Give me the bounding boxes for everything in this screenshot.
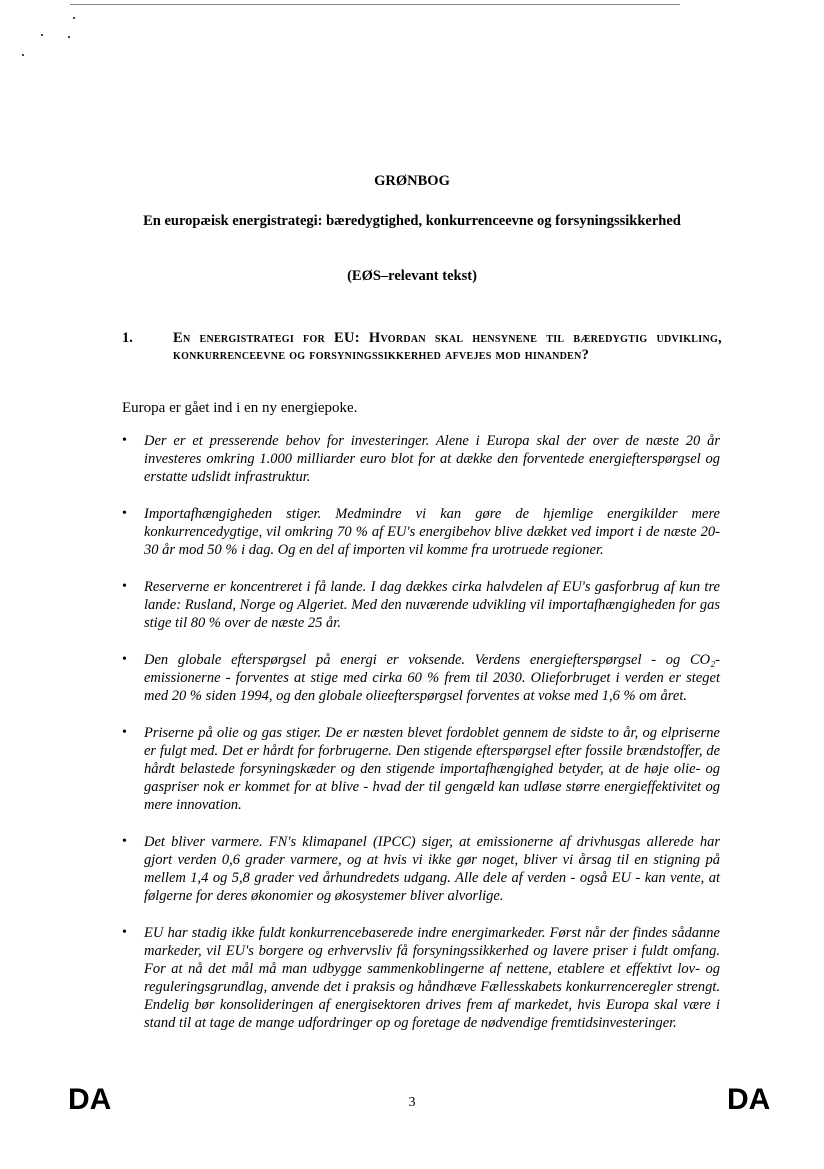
language-code-left: DA [68, 1083, 112, 1116]
list-item [122, 924, 720, 1032]
list-item-text: Der er et presserende behov for investeringer. Alene i Europa skal der over de næste 20 år investeres omkring 1.000 milliarder euro blot for at dække den forventede energiefterspørgsel og erstatte udslidt infrastruktur. [144, 433, 720, 485]
list-item [122, 505, 720, 559]
list-item [122, 724, 720, 814]
bullet-icon: • [122, 433, 127, 448]
list-item-text: Den globale efterspørgsel på energi er voksende. Verdens energiefterspørgsel - og CO₂-emissionerne - forventes at stige med cirka 60 % frem til 2030. Olieforbruget i verden er steget med 20 % siden 1994, og den globale olieefterspørgsel forventes at vokse med 1,6 % om året. [144, 652, 720, 704]
section-number: 1. [122, 330, 133, 346]
bullet-icon: • [122, 725, 127, 740]
scan-speck [22, 54, 24, 56]
bullet-icon: • [122, 925, 127, 940]
list-item [122, 651, 720, 705]
list-item-text: Priserne på olie og gas stiger. De er næsten blevet fordoblet gennem de sidste to år, og elpriserne er fulgt med. Det er hårdt for forbrugerne. Den stigende efterspørgsel efter fossile brændstoffer, de hårdt belastede forsyningskæder og den stigende importafhængighed betyder, at de høje olie- og gaspriser nok er kommet for at blive - hvad der til gengæld kan udløse større energieffektivitet og mere innovation. [144, 725, 720, 813]
scan-speck [68, 36, 70, 38]
list-item-text: EU har stadig ikke fuldt konkurrencebaserede indre energimarkeder. Først når der findes sådanne markeder, vil EU's borgere og erhvervsliv få forsyningssikkerhed og lavere priser i fuldt omfang. For at nå det mål må man udbygge sammenkoblingerne af nettene, etablere et effektivt lov- og reguleringsgrundlag, anvende det i praksis og håndhæve Fællesskabets konkurrenceregler strengt. Endelig bør konsolideringen af energisektoren drives frem af markedet, hvis Europa skal være i stand til at tage de mange udfordringer op og foretage de nødvendige fremtidsinvesteringer. [144, 925, 720, 1031]
list-item [122, 578, 720, 632]
bullet-icon: • [122, 506, 127, 521]
document-subtitle: En europæisk energistrategi: bæredygtighed, konkurrenceevne og forsyningssikkerhed [143, 213, 681, 229]
list-item-text: Reserverne er koncentreret i få lande. I dag dækkes cirka halvdelen af EU's gasforbrug af kun tre lande: Rusland, Norge og Algeriet. Med den nuværende udvikling vil importafhængigheden for gas stige til 80 % over de næste 25 år. [144, 579, 720, 631]
document-title: GRØNBOG [374, 173, 450, 189]
bullet-icon: • [122, 652, 127, 667]
list-item [122, 432, 720, 486]
page-number: 3 [408, 1095, 416, 1110]
intro-paragraph: Europa er gået ind i en ny energiepoke. [122, 400, 358, 416]
section-1 [122, 330, 722, 364]
language-code-right: DA [727, 1083, 771, 1116]
section-heading: En energistrategi for EU: Hvordan skal hensynene til bæredygtig udvikling, konkurrenceevne og forsyningssikkerhed afvejes mod hinanden? [173, 330, 722, 363]
scan-speck [41, 34, 43, 36]
bullet-icon: • [122, 579, 127, 594]
list-item [122, 833, 720, 905]
scan-top-border [70, 4, 680, 5]
list-item-text: Det bliver varmere. FN's klimapanel (IPCC) siger, at emissionerne af drivhusgas allerede har gjort verden 0,6 grader varmere, og at hvis vi ikke gør noget, bliver vi årsag til en stigning på mellem 1,4 og 5,8 grader ved århundredets udgang. Alle dele af verden - også EU - kan vente, at følgerne for deres økonomier og økosystemer bliver alvorlige. [144, 834, 720, 904]
eea-relevance-note: (EØS–relevant tekst) [347, 268, 477, 284]
bullet-icon: • [122, 834, 127, 849]
bullet-list [122, 432, 720, 1051]
list-item-text: Importafhængigheden stiger. Medmindre vi kan gøre de hjemlige energikilder mere konkurrencedygtige, vil omkring 70 % af EU's energibehov blive dækket ved import i de næste 20-30 år mod 50 % i dag. Og en del af importen vil komme fra urotruede regioner. [144, 506, 720, 558]
scan-speck [73, 17, 75, 19]
